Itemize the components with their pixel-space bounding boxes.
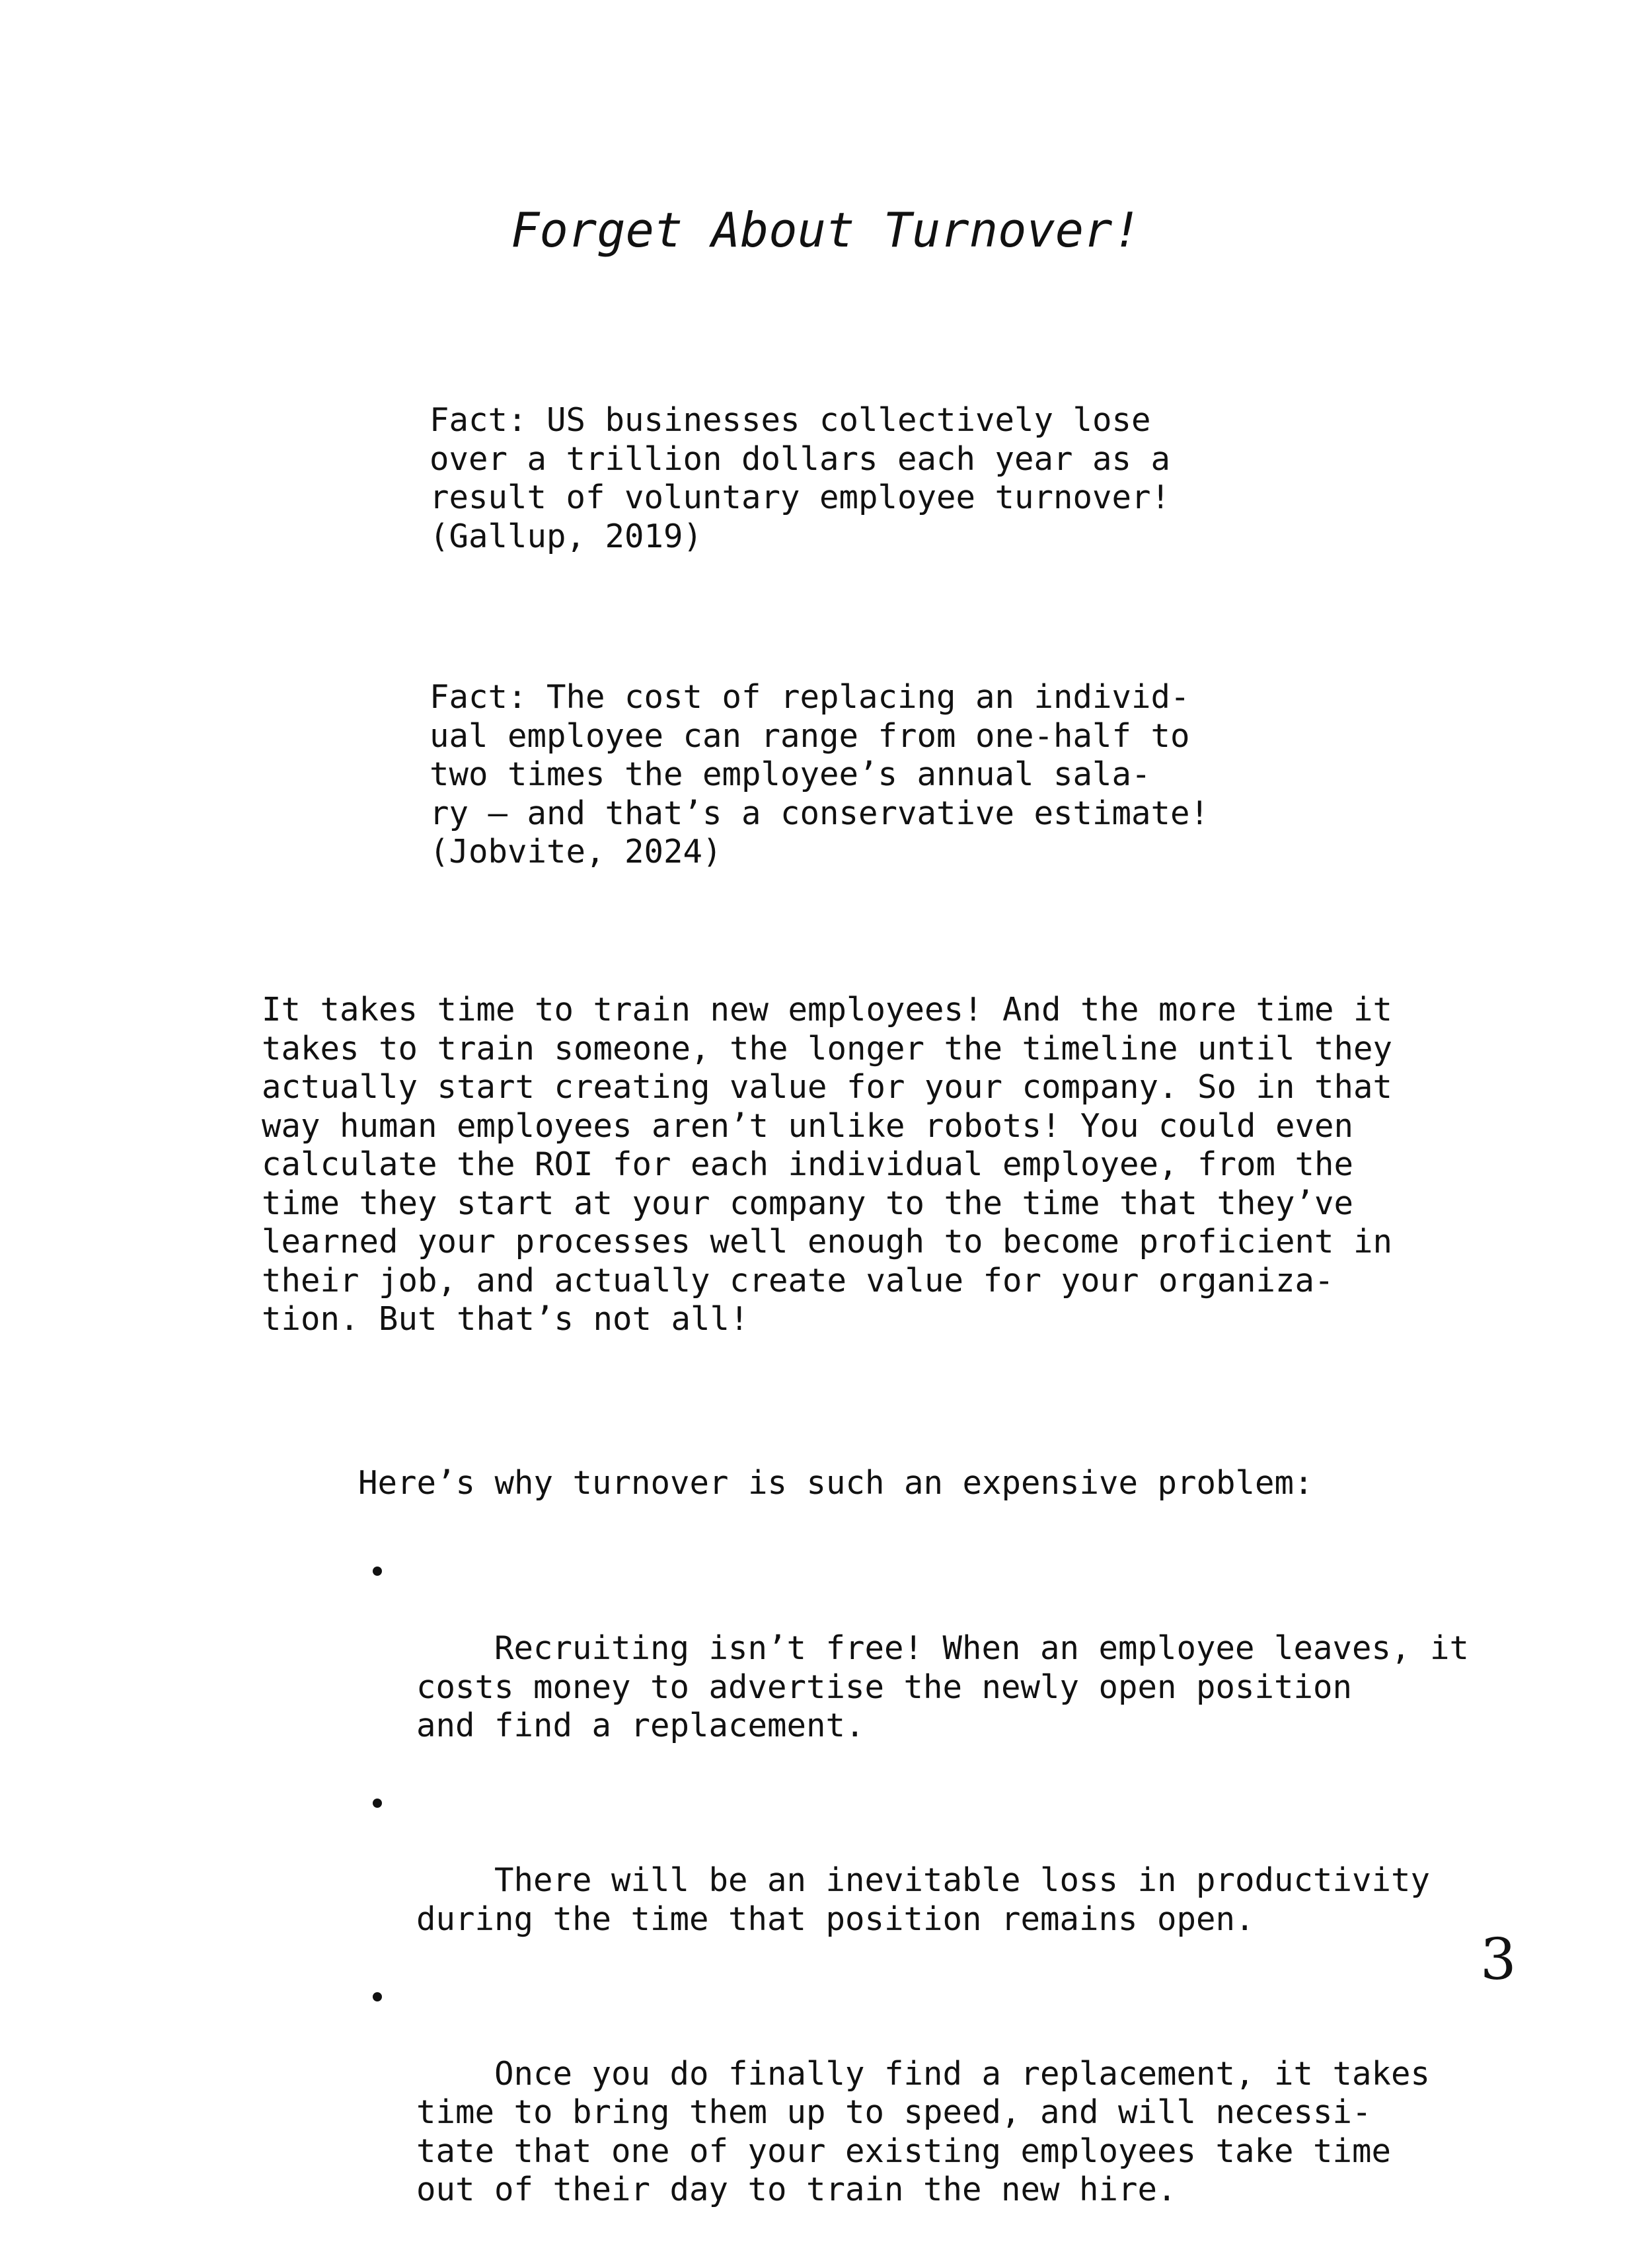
list-item-text: Recruiting isn’t free! When an employee leaves, it costs money to advertise the newly open position and find a replacement.	[416, 1629, 1469, 1744]
list-item	[358, 1784, 1469, 1978]
list-item	[358, 1552, 1469, 1784]
bullet-icon	[373, 1992, 382, 2001]
fact-gallup: Fact: US businesses collectively lose over a trillion dollars each year as a result of voluntary employee turnover! (Gallup, 2019)	[430, 401, 1170, 556]
list-item	[358, 1978, 1469, 2248]
body-paragraph: It takes time to train new employees! And the more time it takes to train someone, the longer the timeline until they actually start creating value for your company. So in that way human employees aren’t unlike robots! You could even calculate the ROI for each individual employee, from the time they start at your company to the time that they’ve learned your processes well enough to become proficient in their job, and actually create value for your organiza- tion. But that’s not all!	[262, 991, 1392, 1339]
list-item-text: Once you do finally find a replacement, it takes time to bring them up to speed, and will necessi- tate that one of your existing employees take time out of their day to train the new hire.	[416, 2055, 1430, 2209]
page-title: Forget About Turnover!	[0, 202, 1652, 258]
fact-jobvite: Fact: The cost of replacing an individ- ual employee can range from one-half to two times the employee’s annual sala- ry — and that’s a conservative estimate! (Jobvite, 2024)	[430, 678, 1209, 872]
list-intro: Here’s why turnover is such an expensive problem:	[358, 1464, 1314, 1503]
bullet-icon	[373, 1799, 382, 1808]
bullet-icon	[373, 1567, 382, 1576]
bullet-list	[358, 1552, 1469, 2248]
list-item-text: There will be an inevitable loss in productivity during the time that position remains open.	[416, 1861, 1430, 1938]
page-number: 3	[1480, 1931, 1517, 1988]
